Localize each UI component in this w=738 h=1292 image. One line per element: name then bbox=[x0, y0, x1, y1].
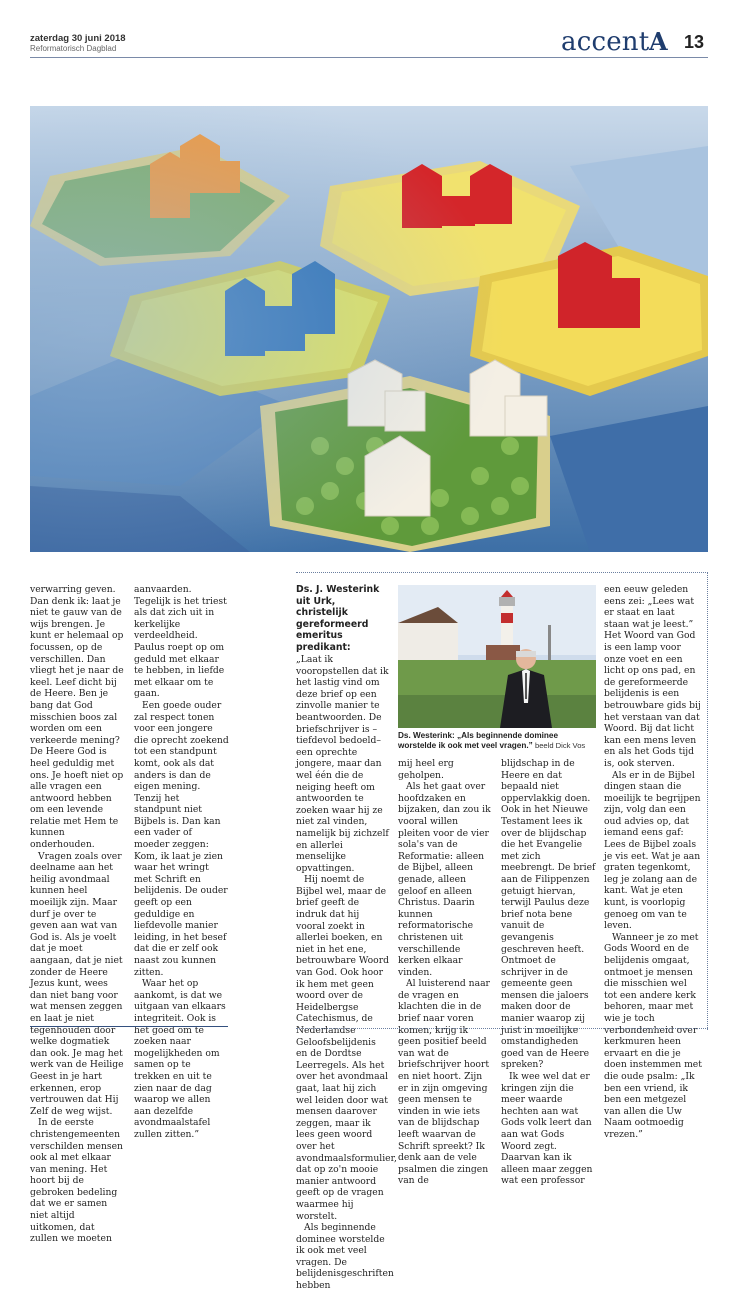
header-date: zaterdag 30 juni 2018 bbox=[30, 33, 126, 44]
paragraph: Ik wee wel dat er kringen zijn die meer waarde hechten aan wat Gods volk leert dan aan wat Gods Woord zegt. Daarvan kan ik alleen maar zeggen wat een professor bbox=[501, 1071, 593, 1187]
right-divider-dots bbox=[707, 572, 708, 1030]
paragraph: Hij noemt de Bijbel wel, maar de brief geeft de indruk dat hij vooral zoekt in allerlei boeken, en niet in het ene, betrouwbare Woord van God. Ook hoor ik hem met geen woord over de Heidelbergse Catechismus, de Nederlandse Geloofsbelijdenis en de Dordtse Leerregels. Als het over het avondmaal gaat, laat hij zich wel leiden door wat mensen daarover zeggen, maar ik lees geen woord over het avondmaalsformulier, dat op zo'n mooie manier antwoord geeft op de vragen waarmee hij worstelt. bbox=[296, 874, 397, 1222]
article-column-4 bbox=[398, 758, 492, 1187]
paragraph: „Laat ik vooropstellen dat ik het lastig vind om deze brief op een zinvolle manier te beantwoorden. De briefschrijver is –tiefdevol bedoeld– een oprechte jongere, maar dan wel één die de neiging heeft om antwoorden te zoeken waar hij ze niet zal vinden, namelijk bij zichzelf en allerlei menselijke opvattingen. bbox=[296, 654, 389, 874]
paragraph: aanvaarden. Tegelijk is het triest als dat zich uit in kerkelijke verdeeldheid. Paulus roept op om geduld met elkaar te hebben, in liefde met elkaar om te gaan. bbox=[134, 584, 227, 700]
paragraph: Al luisterend naar de vragen en klachten die in de brief naar voren komen, krijg ik geen positief beeld van wat de briefschrijver hoort en niet hoort. Zijn er in zijn omgeving geen mensen te vinden in wie iets van de blijdschap leeft waarvan de Schrift spreekt? Ik denk aan de vele psalmen die zingen van de bbox=[398, 978, 490, 1187]
paragraph: Vragen zoals over deelname aan het heilig avondmaal kunnen heel moeilijk zijn. Maar durf je over te geven aan wat van God is. Als je voelt dat je moet aangaan, dat je niet zonder de Heere Jezus kunt, wees dan niet bang voor wat mensen zeggen en laat je niet tegenhouden door welke dogmatiek dan ook. Je mag het werk van de Heilige Geest in je hart erkennen, erop vertrouwen dat Hij Zelf de weg wijst. bbox=[30, 850, 124, 1117]
paragraph: In de eerste christengemeenten verschilden mensen ook al met elkaar van mening. Het hoort bij de gebroken bedeling dat we er samen niet altijd uitkomen, dat zullen we moeten bbox=[30, 1117, 123, 1245]
board-game-photo bbox=[30, 106, 708, 552]
paragraph: Als er in de Bijbel dingen staan die moeilijk te begrijpen zijn, volg dan een oud advies op, dat iemand eens gaf: Lees de Bijbel zoals je vis eet. Wat je aan graten tegenkomt, leg je zolang aan de kant. Wat je eten kunt, is voorlopig genoeg om van te leven. bbox=[604, 769, 701, 932]
bottom-divider-dots bbox=[296, 1028, 708, 1029]
paragraph: Waar het op aankomt, is dat we uitgaan van elkaars integriteit. Ook is het goed om te zoeken naar mogelijkheden om samen op te trekken en uit te zien naar de dag waarop we allen aan dezelfde avondmaalstafel zullen zitten.” bbox=[134, 978, 226, 1140]
paragraph: Als beginnende dominee worstelde ik ook met veel vragen. De belijdenisgeschriften hebben bbox=[296, 1222, 394, 1292]
page-number: 13 bbox=[684, 32, 705, 52]
photo-credit: beeld Dick Vos bbox=[534, 741, 586, 751]
article-column-2 bbox=[134, 584, 229, 1141]
column-end-rule bbox=[30, 1026, 228, 1027]
caption-text: Ds. Westerink: „Als beginnende dominee worstelde ik ook met veel vragen.” bbox=[398, 731, 558, 751]
photo-caption bbox=[398, 731, 596, 752]
paragraph: blijdschap in de Heere en dat bepaald niet oppervlakkig doen. Ook in het Nieuwe Testament lees ik over de blijdschap die het Evangelie met zich meebrengt. De brief aan de Filippenzen getuigt hiervan, terwijl Paulus deze brief nota bene vanuit de gevangenis geschreven heeft. Ontmoet de schrijver in de gemeente geen mensen die jaloers maken door de manier waarop zij juist in moeilijke omstandigheden goed van de Heere spreken? bbox=[501, 758, 596, 1071]
paragraph: Wanneer je zo met Gods Woord en de belijdenis omgaat, ontmoet je mensen die misschien wel tot een andere kerk behoren, maar met wie je toch verbondenheid over kerkmuren heen ervaart en die je doen instemmen met die oude psalm: „Ik ben een vriend, ik ben een metgezel van allen die Uw Naam ootmoedig vrezen.” bbox=[604, 931, 702, 1140]
paragraph: mij heel erg geholpen. bbox=[398, 758, 454, 781]
board-game-illustration bbox=[30, 106, 708, 552]
portrait-lighthouse-illustration bbox=[398, 585, 596, 728]
author-intro: Ds. J. Westerink uit Urk, christelijk gereformeerd emeritus predikant: bbox=[296, 584, 380, 653]
paragraph: Als het gaat over hoofdzaken en bijzaken, dan zou ik vooral willen pleiten voor de vier sola's van de Reformatie: alleen de Bijbel, alleen genade, alleen geloof en alleen Christus. Daarin kunnen reformatorische christenen uit verschillende kerken elkaar vinden. bbox=[398, 781, 491, 978]
paragraph: Een goede ouder zal respect tonen voor een jongere die oprecht zoekend tot een standpunt komt, ook als dat anders is dan de eigen mening. Tenzij het standpunt niet Bijbels is. Dan kan een vader of moeder zeggen: Kom, ik laat je zien waar het wringt met Schrift en belijdenis. De ouder geeft op een geduldige en liefdevolle manier leiding, in het besef dat die er zelf ook naast zou kunnen zitten. bbox=[134, 699, 229, 978]
paragraph: verwarring geven. Dan denk ik: laat je niet te gauw van de wijs brengen. Je kunt er helemaal op focussen, op de verschillen. Dan vliegt het je naar de keel. Leef dicht bij de Heere. Ben je bang dat God misschien boos zal worden om een verkeerde mening? De Heere God is heel geduldig met ons. Je hoeft niet op alle vragen een antwoord hebben om een levende relatie met Hem te kunnen onderhouden. bbox=[30, 584, 124, 851]
header-paper-name: Reformatorisch Dagblad bbox=[30, 44, 117, 53]
article-column-3 bbox=[296, 584, 397, 1292]
header-rule bbox=[30, 57, 708, 58]
article-column-5 bbox=[501, 758, 596, 1187]
column-divider-dots bbox=[296, 572, 708, 573]
paragraph: een eeuw geleden eens zei: „Lees wat er staat en laat staan wat je leest.” Het Woord van God is een lamp voor onze voet en een licht op ons pad, en de gereformeerde belijdenis is een betrouwbare gids bij het verstaan van dat Woord. Bij dat licht kan een mens leven en als het Gods tijd is, ook sterven. bbox=[604, 584, 701, 769]
article-column-6 bbox=[604, 584, 702, 1141]
section-title: accent bbox=[561, 27, 650, 57]
section-logo-letter: A bbox=[649, 27, 668, 56]
article-column-1 bbox=[30, 584, 124, 1245]
portrait-photo bbox=[398, 585, 596, 728]
